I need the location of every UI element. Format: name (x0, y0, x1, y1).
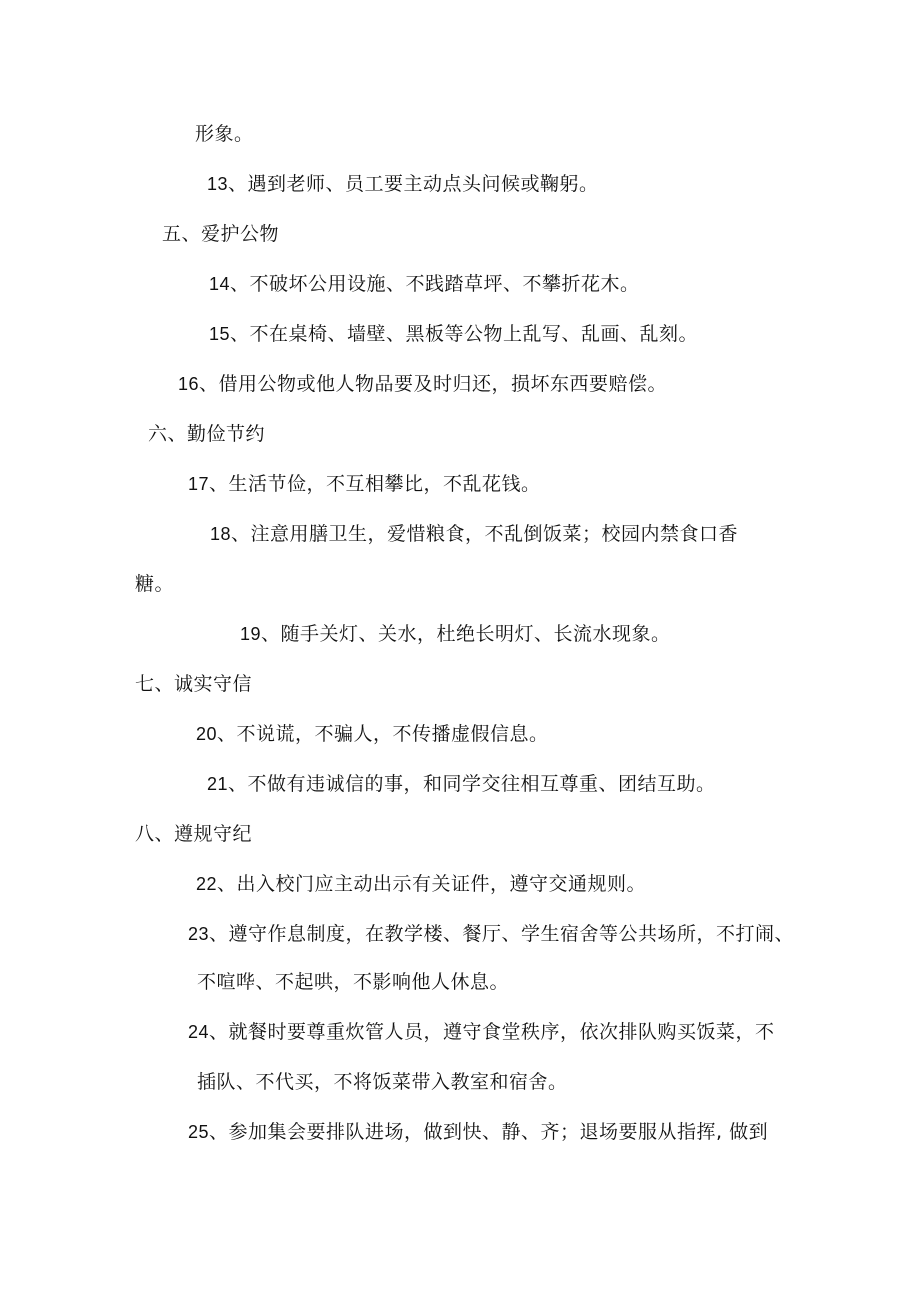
rule-number: 17 (188, 474, 210, 494)
section-heading-8 (135, 822, 252, 846)
section-title: 五、爱护公物 (162, 223, 280, 245)
rule-text: 、生活节俭，不互相攀比，不乱花钱。 (209, 473, 541, 495)
section-title: 八、遵规守纪 (135, 823, 253, 845)
rule-19 (240, 622, 671, 646)
rule-text: 、随手关灯、关水，杜绝长明灯、长流水现象。 (261, 623, 671, 645)
rule-number: 16 (178, 374, 200, 394)
line-text: 不喧哗、不起哄，不影响他人休息。 (197, 971, 510, 993)
rule-text: 、遇到老师、员工要主动点头问候或鞠躬。 (228, 173, 599, 195)
rule-text: 、不做有违诚信的事，和同学交往相互尊重、团结互助。 (228, 773, 716, 795)
rule-number: 19 (240, 624, 262, 644)
rule-number: 20 (196, 724, 218, 744)
rule-number: 23 (188, 924, 210, 944)
rule-25 (188, 1120, 768, 1144)
rule-text: 、借用公物或他人物品要及时归还，损坏东西要赔偿。 (199, 373, 668, 395)
section-heading-5 (162, 222, 279, 246)
text-line (197, 970, 509, 994)
rule-text: 、不说谎，不骗人，不传播虚假信息。 (217, 723, 549, 745)
rule-14 (209, 272, 640, 296)
text-line (195, 122, 254, 146)
rule-16 (178, 372, 667, 396)
rule-number: 24 (188, 1022, 210, 1042)
section-heading-7 (135, 672, 252, 696)
rule-15 (209, 322, 698, 346)
rule-23 (188, 922, 794, 946)
rule-text: 、出入校门应主动出示有关证件，遵守交通规则。 (217, 873, 647, 895)
rule-text: 、就餐时要尊重炊管人员，遵守食堂秩序，依次排队购买饭菜，不 (209, 1021, 775, 1043)
section-title: 六、勤俭节约 (148, 423, 266, 445)
section-title: 七、诚实守信 (135, 673, 253, 695)
rule-text: 、不在桌椅、墙壁、黑板等公物上乱写、乱画、乱刻。 (230, 323, 699, 345)
rule-20 (196, 722, 549, 746)
rule-17 (188, 472, 541, 496)
rule-text: 、遵守作息制度，在教学楼、餐厅、学生宿舍等公共场所，不打闹、 (209, 923, 795, 945)
rule-number: 14 (209, 274, 231, 294)
text-line (197, 1070, 568, 1094)
line-text: 糖。 (135, 573, 175, 595)
rule-text: 、参加集会要排队进场，做到快、静、齐；退场要服从指挥, 做到 (209, 1121, 769, 1143)
rule-text: 、注意用膳卫生，爱惜粮食，不乱倒饭菜；校园内禁食口香 (231, 523, 739, 545)
rule-18 (210, 522, 738, 546)
rule-number: 15 (209, 324, 231, 344)
rule-22 (196, 872, 646, 896)
section-heading-6 (148, 422, 265, 446)
line-text: 形象。 (195, 123, 254, 145)
text-line (135, 572, 174, 596)
rule-number: 25 (188, 1122, 210, 1142)
rule-number: 18 (210, 524, 232, 544)
rule-24 (188, 1020, 775, 1044)
rule-13 (207, 172, 599, 196)
rule-21 (207, 772, 716, 796)
rule-number: 21 (207, 774, 229, 794)
rule-text: 、不破坏公用设施、不践踏草坪、不攀折花木。 (230, 273, 640, 295)
rule-number: 22 (196, 874, 218, 894)
rule-number: 13 (207, 174, 229, 194)
line-text: 插队、不代买，不将饭菜带入教室和宿舍。 (197, 1071, 568, 1093)
